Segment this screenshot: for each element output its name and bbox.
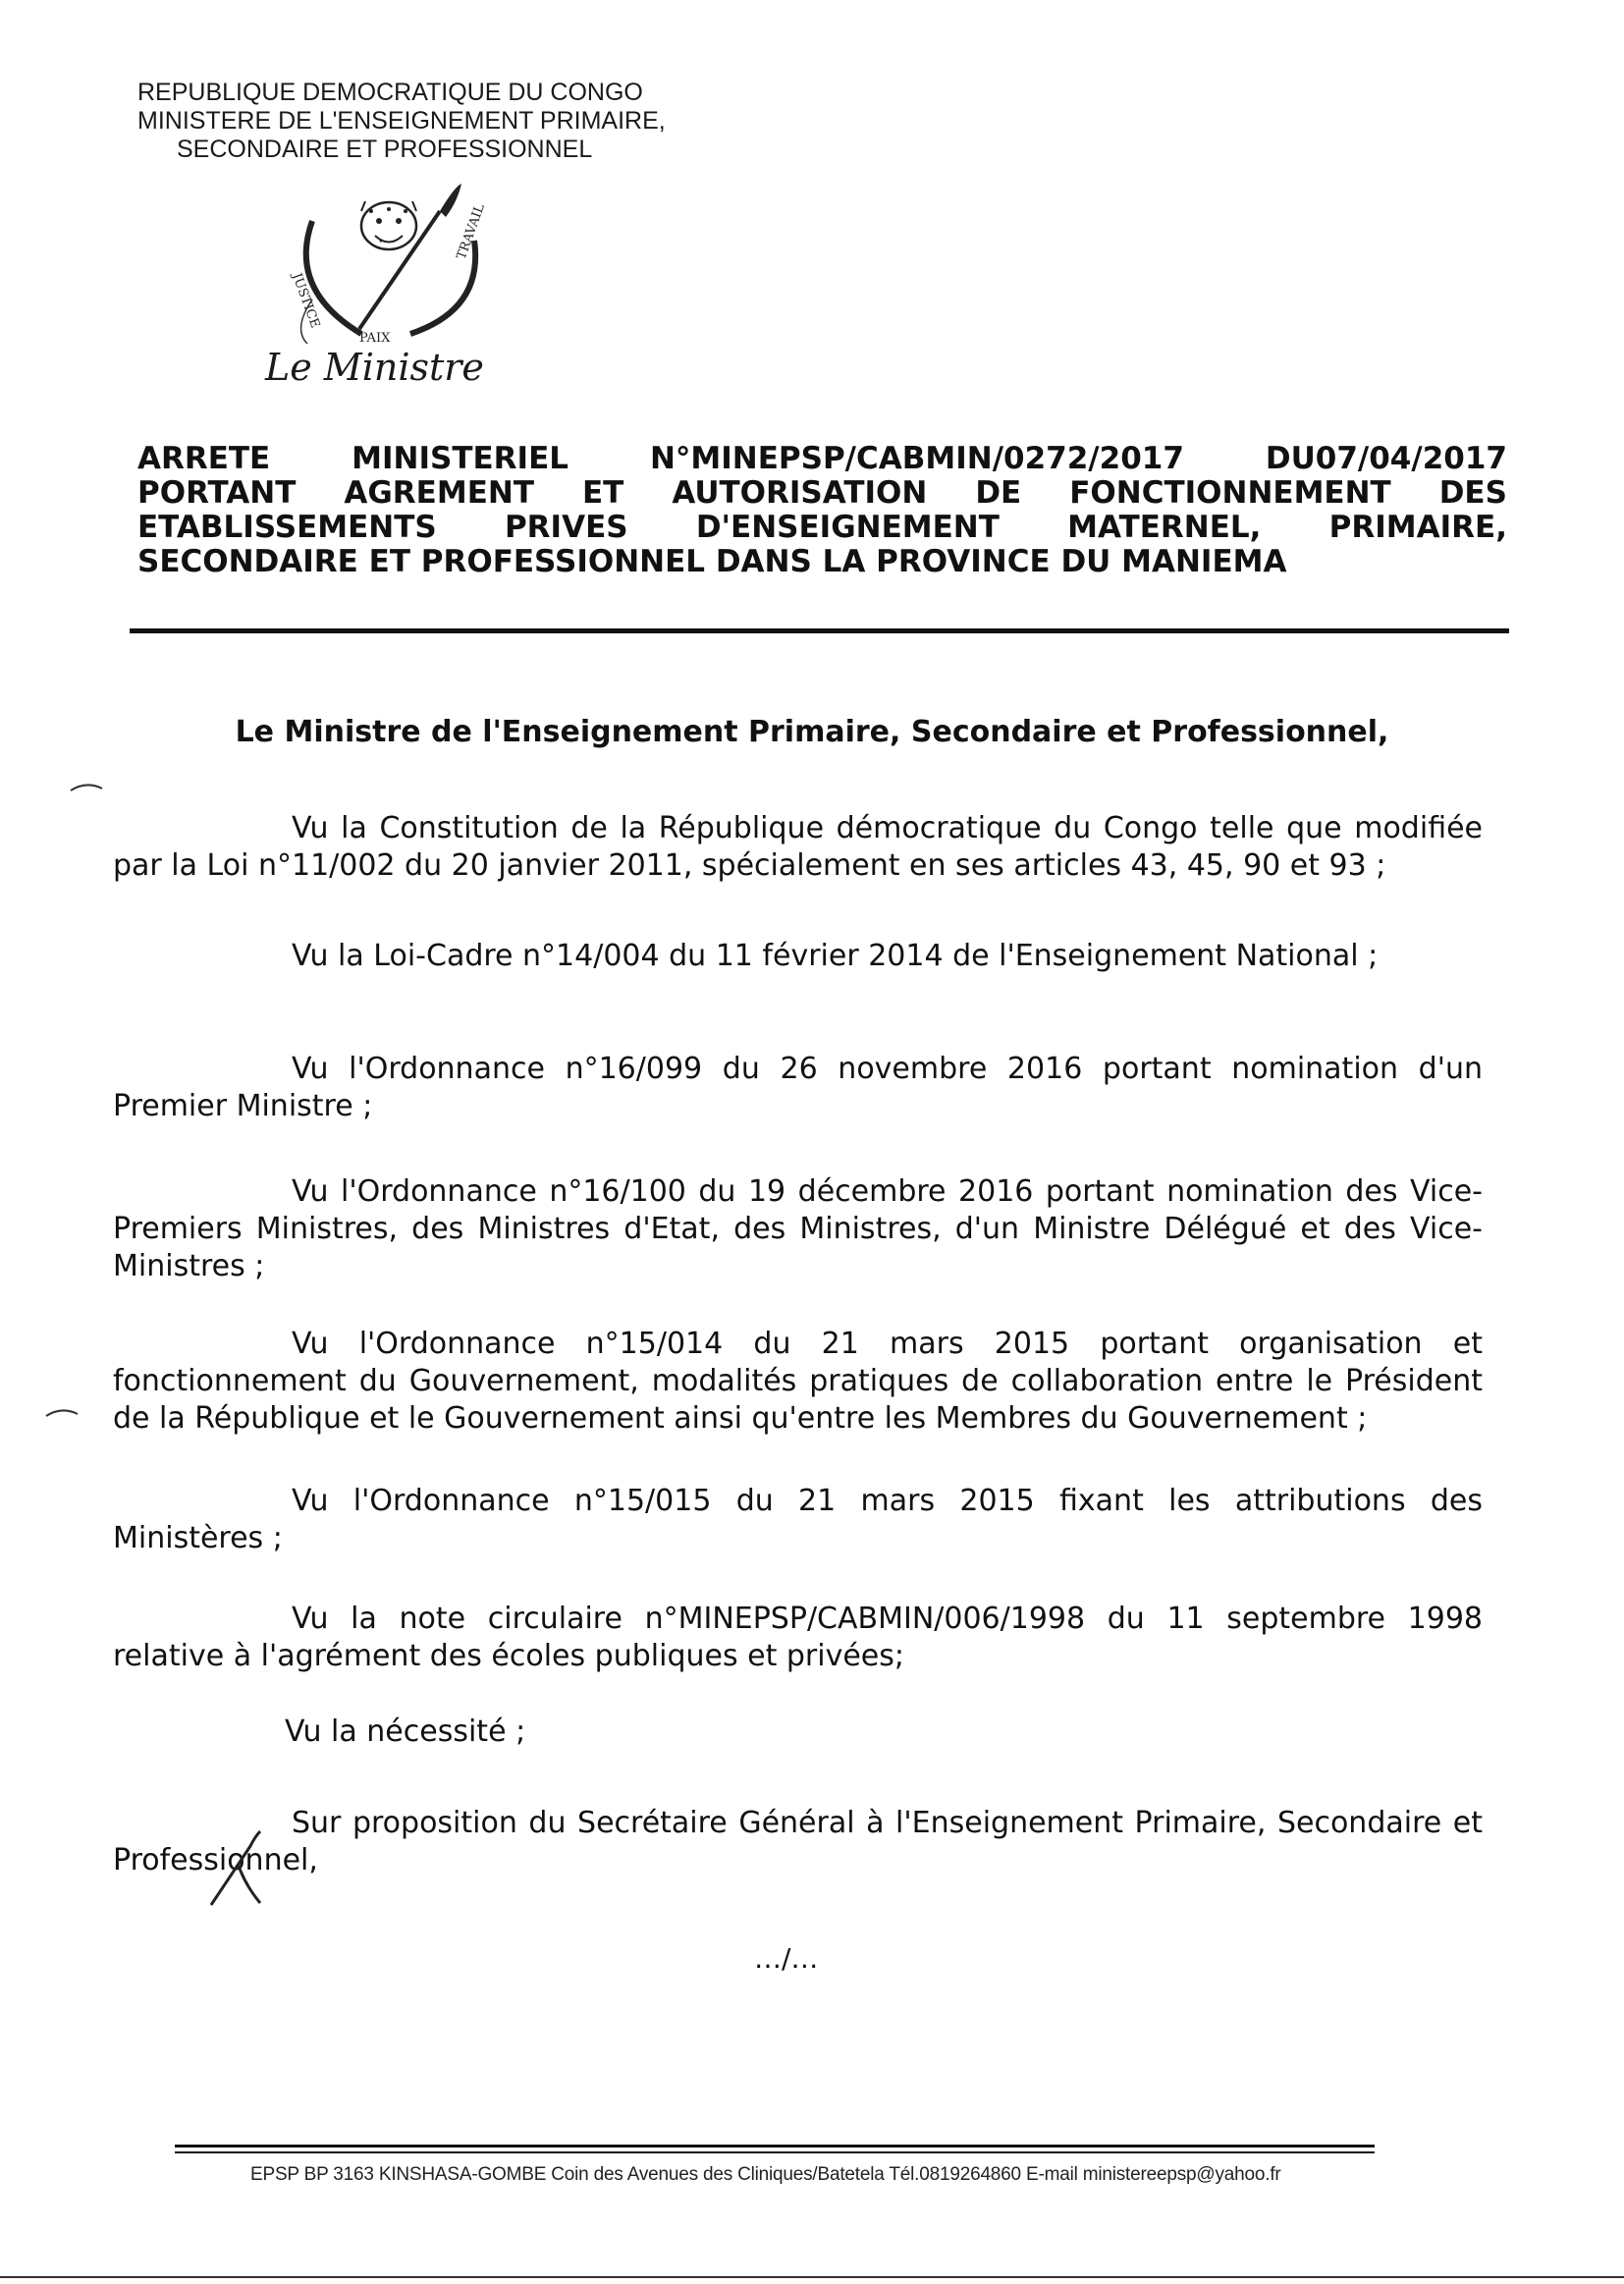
footer-rule xyxy=(175,2145,1375,2148)
paragraph-ordonnance-gouvernement: Vu l'Ordonnance n°15/014 du 21 mars 2015 portant organisation et fonctionnement du Gouvernement, modalités pratiques de collaboration entre le Président de la République et le Gouvernement ainsi qu'entre les Membres du Gouvernement ; xyxy=(113,1327,1483,1436)
coat-of-arms-emblem xyxy=(253,182,528,358)
paragraph-ordonnance-premier-ministre: Vu l'Ordonnance n°16/099 du 26 novembre 2016 portant nomination d'un Premier Ministre ; xyxy=(113,1052,1483,1123)
motto-paix: PAIX xyxy=(359,331,391,346)
paragraph-proposition: Sur proposition du Secrétaire Général à l'Enseignement Primaire, Secondaire et Professionnel, xyxy=(113,1806,1483,1877)
letterhead xyxy=(137,79,727,164)
minister-signature-label: Le Ministre xyxy=(265,346,484,389)
decree-title xyxy=(137,442,1507,579)
motto-travail: TRAVAIL xyxy=(454,201,488,262)
title-line-4: SECONDAIRE ET PROFESSIONNEL DANS LA PROVINCE DU MANIEMA xyxy=(137,544,1287,579)
leopard-head-icon xyxy=(361,201,416,249)
paragraph-loi-cadre: Vu la Loi-Cadre n°14/004 du 11 février 2014 de l'Enseignement National ; xyxy=(292,939,1379,973)
footer-rule xyxy=(175,2151,1375,2153)
margin-mark-icon xyxy=(44,1406,80,1418)
paragraph-ordonnance-vice-premiers: Vu l'Ordonnance n°16/100 du 19 décembre 2016 portant nomination des Vice-Premiers Ministres, des Ministres d'Etat, des Ministres, d'un Ministre Délégué et des Vice-Ministres ; xyxy=(113,1174,1483,1283)
letterhead-ministry: MINISTERE DE L'ENSEIGNEMENT PRIMAIRE, xyxy=(137,107,666,135)
title-line-2: PORTANT AGREMENT ET AUTORISATION DE FONCTIONNEMENT DES xyxy=(137,475,1507,511)
letterhead-country: REPUBLIQUE DEMOCRATIQUE DU CONGO xyxy=(137,79,643,106)
page-continuation: …/… xyxy=(754,1942,819,1975)
initials-mark xyxy=(201,1826,280,1915)
title-line-1: ARRETE MINISTERIEL N°MINEPSP/CABMIN/0272/2017 DU07/04/2017 xyxy=(137,441,1507,476)
preamble-heading: Le Ministre de l'Enseignement Primaire, Secondaire et Professionnel, xyxy=(235,715,1389,749)
paragraph-constitution: Vu la Constitution de la République démocratique du Congo telle que modifiée par la Loi n°11/002 du 20 janvier 2011, spécialement en ses articles 43, 45, 90 et 93 ; xyxy=(113,811,1483,883)
motto-justice: JUSTICE xyxy=(289,271,323,331)
title-underline xyxy=(130,628,1509,633)
paragraph-ordonnance-attributions: Vu l'Ordonnance n°15/015 du 21 mars 2015 fixant les attributions des Ministères ; xyxy=(113,1484,1483,1555)
footer-address: EPSP BP 3163 KINSHASA-GOMBE Coin des Avenues des Cliniques/Batetela Tél.0819264860 E-mail ministereepsp@yahoo.fr xyxy=(250,2164,1281,2185)
letterhead-ministry-cont: SECONDAIRE ET PROFESSIONNEL xyxy=(177,136,593,163)
title-line-3: ETABLISSEMENTS PRIVES D'ENSEIGNEMENT MATERNEL, PRIMAIRE, xyxy=(137,510,1507,545)
margin-mark-icon xyxy=(69,781,104,792)
paragraph-necessite: Vu la nécessité ; xyxy=(285,1714,526,1749)
page-bottom-edge xyxy=(0,2276,1624,2278)
paragraph-note-circulaire: Vu la note circulaire n°MINEPSP/CABMIN/006/1998 du 11 septembre 1998 relative à l'agrément des écoles publiques et privées; xyxy=(113,1602,1483,1673)
